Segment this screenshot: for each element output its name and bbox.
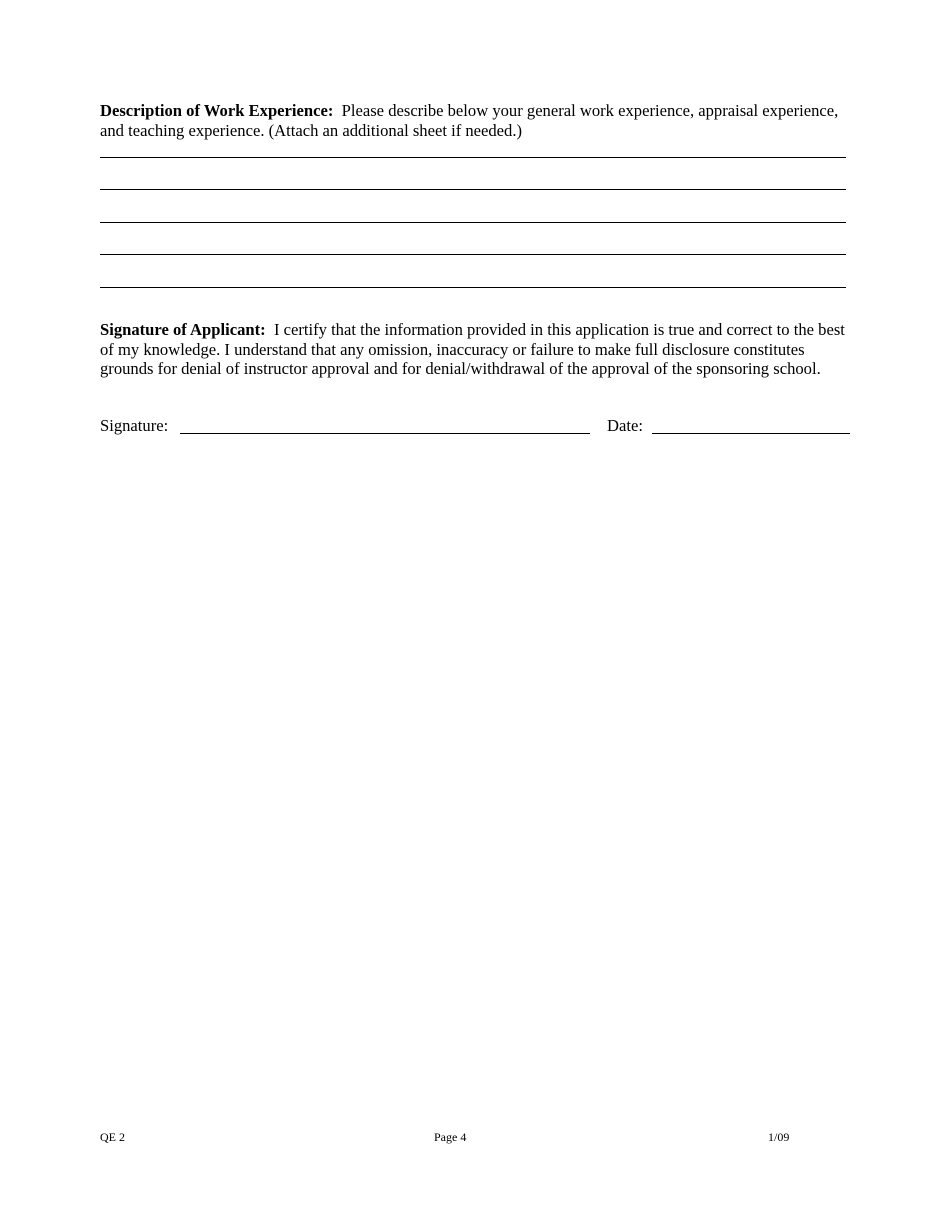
footer-revision-date: 1/09 xyxy=(768,1130,790,1144)
footer-form-code: QE 2 xyxy=(100,1130,125,1144)
signature-label: Signature: xyxy=(100,416,169,435)
date-field[interactable] xyxy=(652,433,850,434)
work-experience-answer-line-5[interactable] xyxy=(100,287,846,288)
work-experience-answer-line-4[interactable] xyxy=(100,254,846,255)
signature-field[interactable] xyxy=(180,433,590,434)
work-experience-answer-line-1[interactable] xyxy=(100,157,846,158)
signature-heading: Signature of Applicant: xyxy=(100,320,266,339)
work-experience-answer-line-3[interactable] xyxy=(100,222,846,223)
work-experience-instructions xyxy=(100,101,850,140)
work-experience-text: Please describe below your general work experience, appraisal experience, and teaching experience. (Attach an additional sheet if needed.) xyxy=(100,101,839,140)
footer-page-number: Page 4 xyxy=(434,1130,467,1144)
certification-text: I certify that the information provided in this application is true and correct to the best of my knowledge. I understand that any omission, inaccuracy or failure to make full disclosure constitutes grounds for denial of instructor approval and for denial/withdrawal of the approval of the sponsoring school. xyxy=(100,320,845,379)
certification-statement xyxy=(100,320,850,379)
signature-row xyxy=(100,416,860,440)
work-experience-heading: Description of Work Experience: xyxy=(100,101,334,120)
work-experience-answer-line-2[interactable] xyxy=(100,189,846,190)
date-label: Date: xyxy=(607,416,643,435)
